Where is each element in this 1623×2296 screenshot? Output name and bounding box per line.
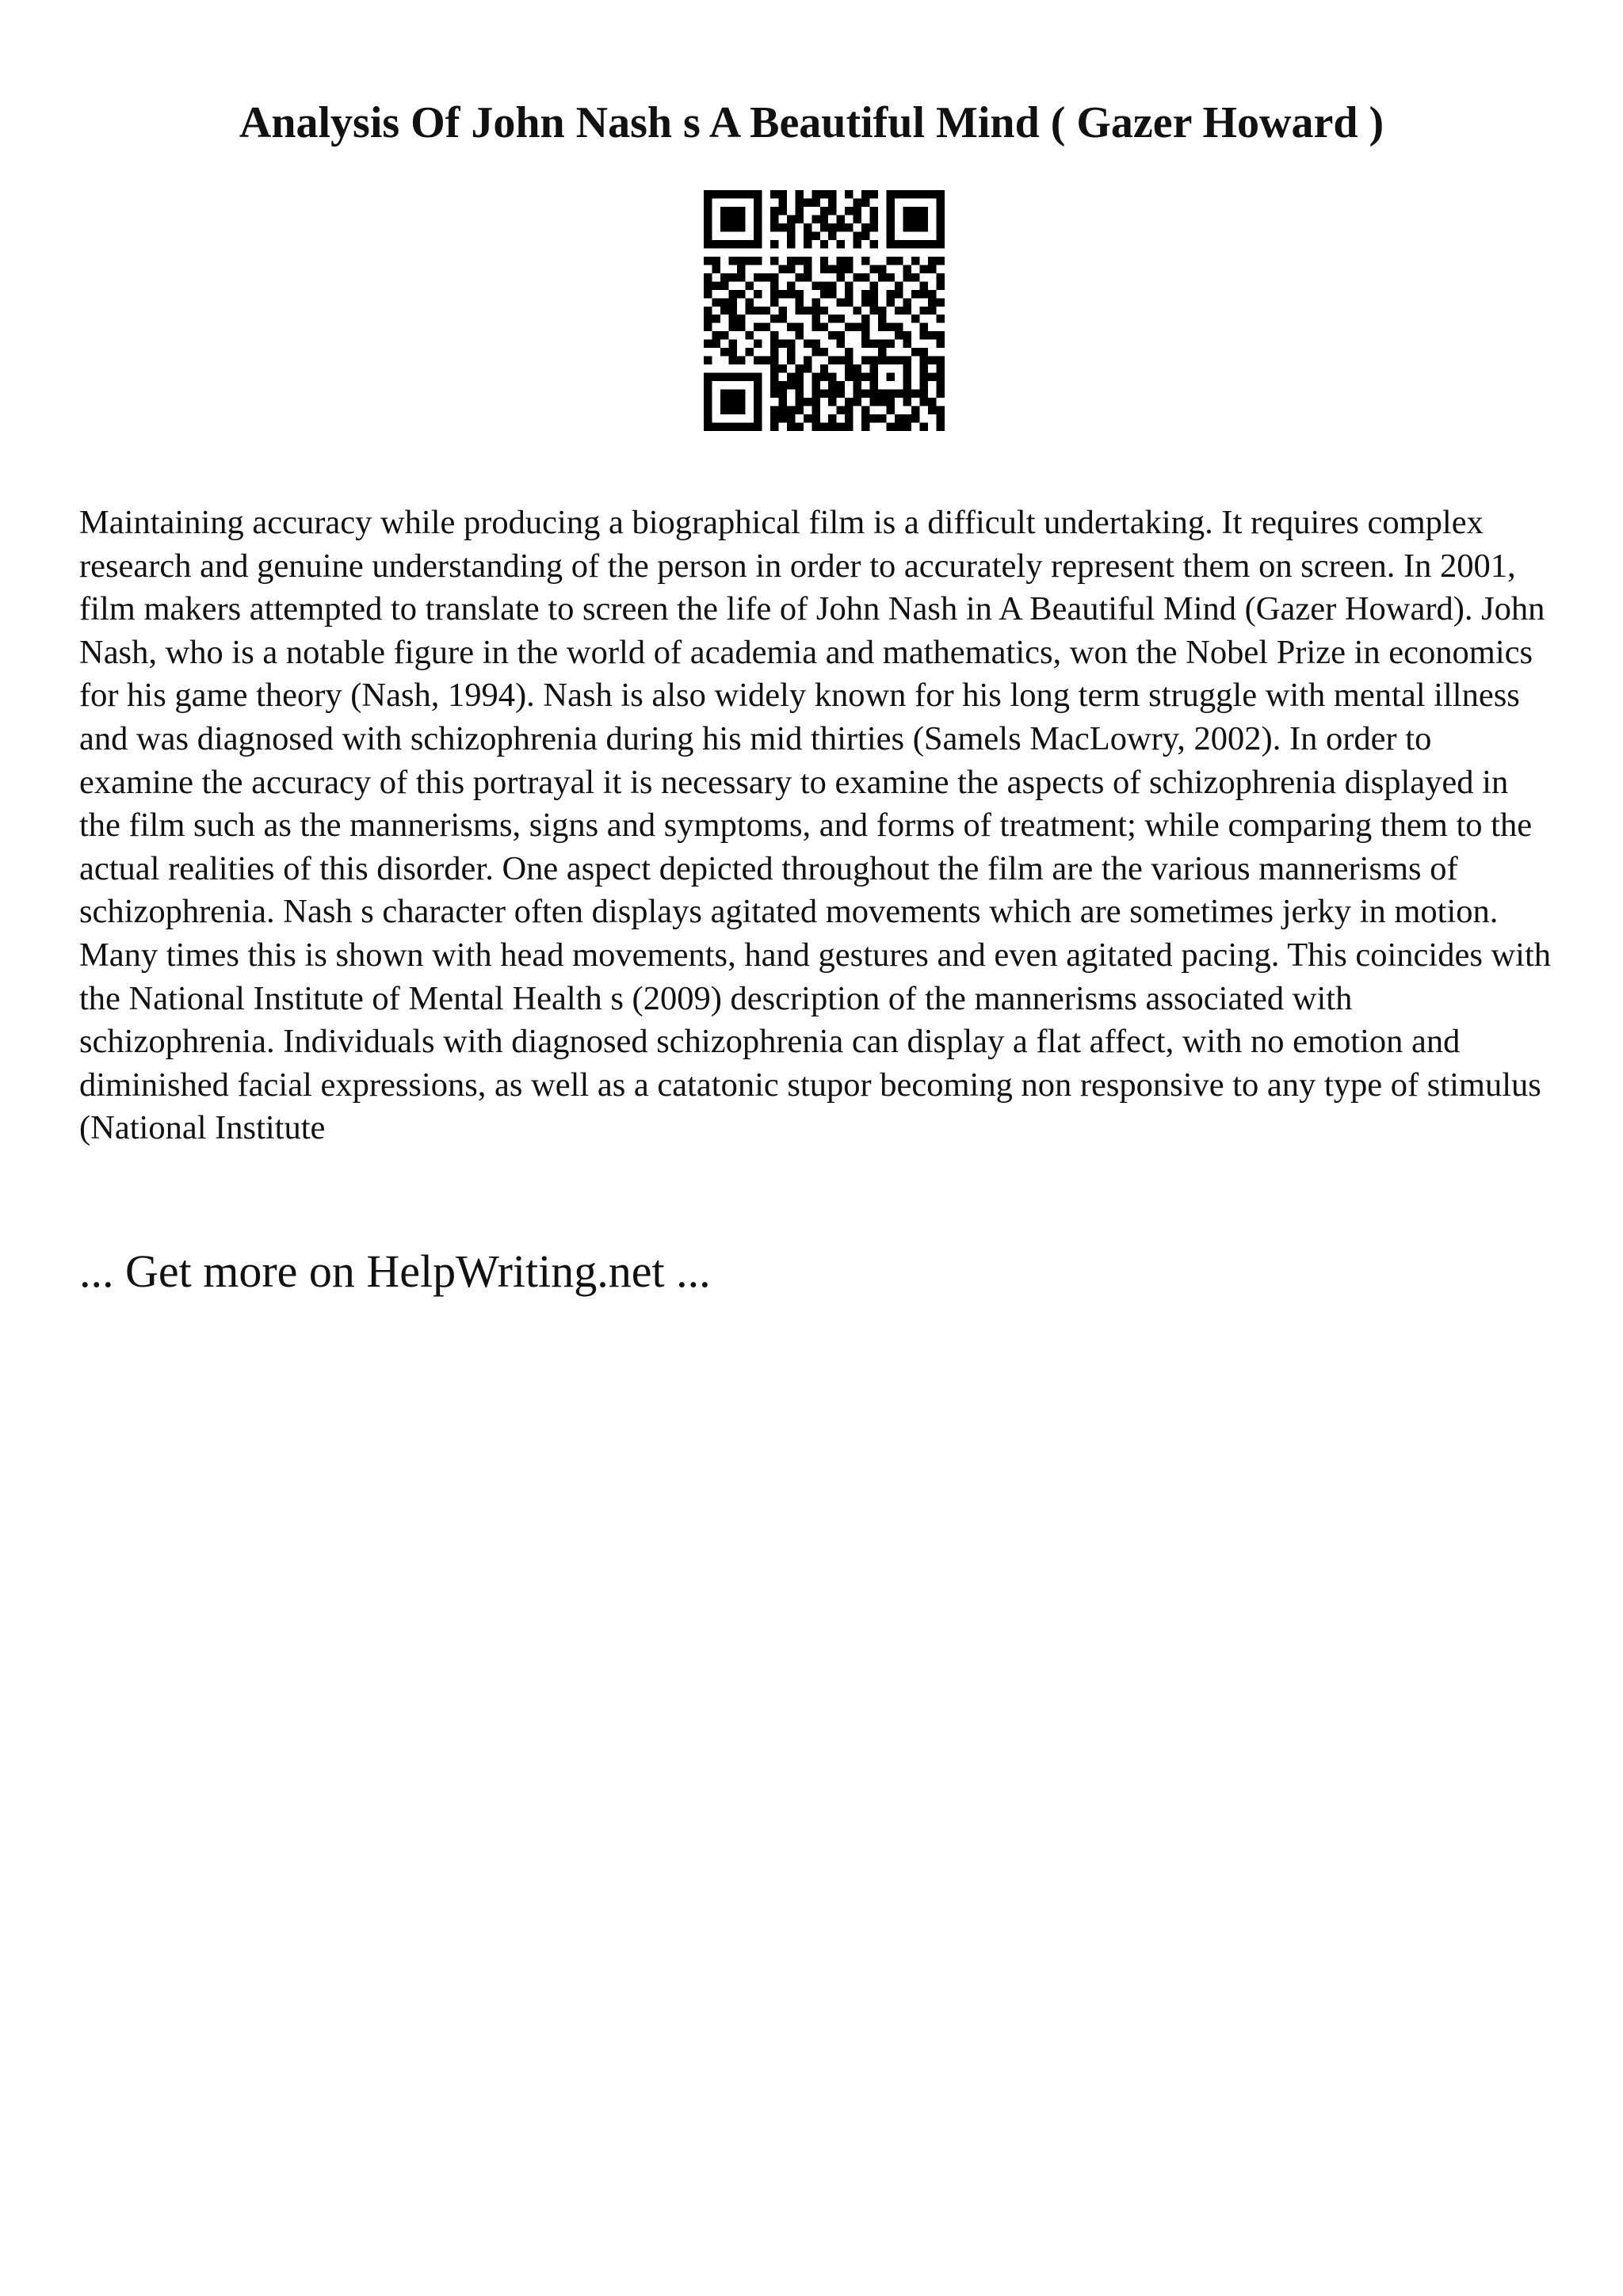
document-title: Analysis Of John Nash s A Beautiful Mind ( Gazer Howard ) (239, 98, 1384, 147)
qr-code-icon[interactable] (704, 190, 945, 431)
get-more-link[interactable]: ... Get more on HelpWriting.net ... (79, 1245, 711, 1297)
body-paragraph: Maintaining accuracy while producing a biographical film is a difficult undertaking. It requires complex research and genuine understanding of the person in order to accurately represent them on screen. In 2001, film makers attempted to translate to screen the life of John Nash in A Beautiful Mind (Gazer Howard). John Nash, who is a notable figure in the world of academia and mathematics, won the Nobel Prize in economics for his game theory (Nash, 1994). Nash is also widely known for his long term struggle with mental illness and was diagnosed with schizophrenia during his mid thirties (Samels MacLowry, 2002). In order to examine the accuracy of this portrayal it is necessary to examine the aspects of schizophrenia displayed in the film such as the mannerisms, signs and symptoms, and forms of treatment; while comparing them to the actual realities of this disorder. One aspect depicted throughout the film are the various mannerisms of schizophrenia. Nash s character often displays agitated movements which are sometimes jerky in motion. Many times this is shown with head movements, hand gestures and even agitated pacing. This coincides with the National Institute of Mental Health s (2009) description of the mannerisms associated with schizophrenia. Individuals with diagnosed schizophrenia can display a flat affect, with no emotion and diminished facial expressions, as well as a catatonic stupor becoming non responsive to any type of stimulus (National Institute (79, 504, 1552, 1147)
